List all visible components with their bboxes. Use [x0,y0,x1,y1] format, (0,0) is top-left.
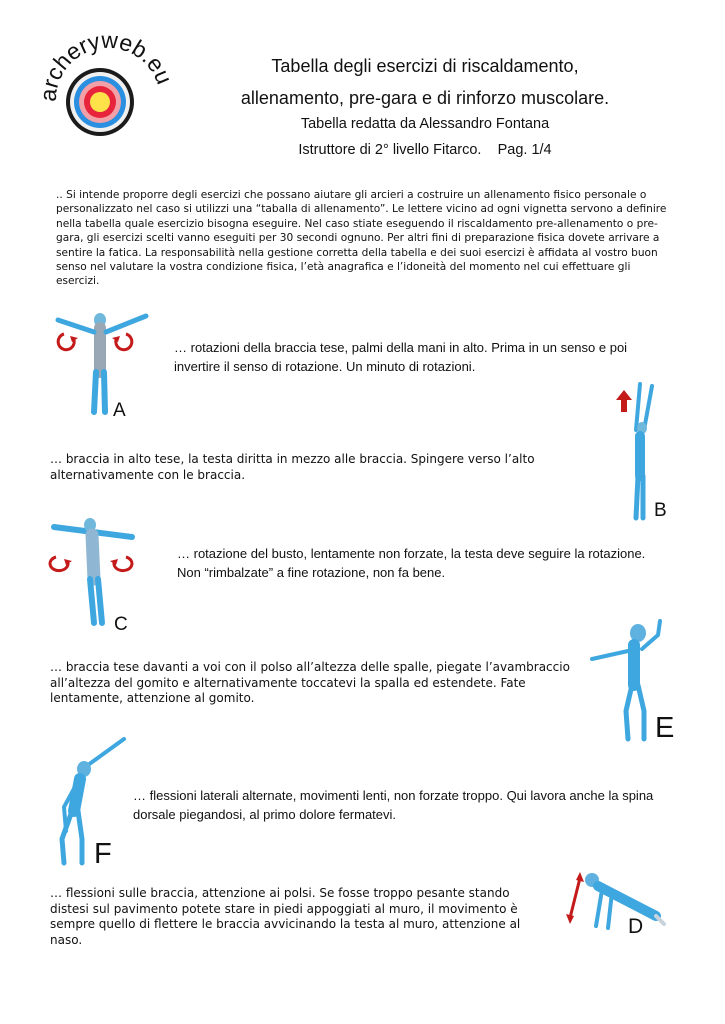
exercise-f-text: … flessioni laterali alternate, movimenti lenti, non forzate troppo. Qui lavora anche la spina dorsale piegandosi, al primo dolore fermatevi. [133,788,654,822]
page-title-line2: allenamento, pre-gara e di rinforzo muscolare. [240,88,610,108]
exercise-a-letter: A [113,400,126,421]
exercise-f-letter: F [94,838,112,870]
exercise-e-letter: E [655,712,675,744]
exercise-d-letter: D [628,915,644,938]
exercise-e-text: … braccia tese davanti a voi con il polso all’altezza delle spalle, piegate l’avambraccio all’altezza del gomito e alternativamente toccatevi la spalla ed estendete. Fate lentamente, attenzione al gomito. [50,660,570,705]
exercise-d-figure [560,866,670,946]
exercise-c-text: … rotazione del busto, lentamente non forzate, la testa deve seguire la rotazione. Non “rimbalzate” a fine rotazione, non fa bene. [177,546,646,580]
exercise-f-figure [48,735,128,870]
author-line: Tabella redatta da Alessandro Fontana [300,116,550,132]
stick-figure-arms-out-icon [50,310,160,425]
exercise-c-letter: C [114,614,128,635]
exercise-d-text: … flessioni sulle braccia, attenzione ai polsi. Se fosse troppo pesante stando distesi sul pavimento potete stare in piedi appoggiati al muro, il movimento è sempre quello di flettere le braccia avvicinando la testa al muro, attenzione al naso. [50,886,521,947]
logo-text: archeryweb.eu [34,26,178,103]
stick-figure-side-bend-icon [48,735,128,870]
exercise-a-figure [50,310,160,425]
exercise-a-text: … rotazioni della braccia tese, palmi della mani in alto. Prima in un senso e poi invertire il senso di rotazione. Un minuto di rotazioni. [174,340,628,374]
stick-figure-pushup-icon [560,866,670,946]
page-title-line1: Tabella degli esercizi di riscaldamento, [271,56,579,76]
role-line [200,142,650,158]
archery-target-icon [34,26,178,150]
page-number: Pag. 1/4 [497,142,552,158]
logo [34,26,178,150]
exercise-b-text: … braccia in alto tese, la testa diritta in mezzo alle braccia. Spingere verso l’alto alternativamente con le braccia. [50,452,535,482]
intro-paragraph: .. Si intende proporre degli esercizi che possano aiutare gli arcieri a costruire un allenamento fisico personale o personalizzato nel caso si utilizzi una “taballa di allenamento”. Le lettere vicino ad ogni vignetta servono a definire nella tabella quale esercizio bisogna eseguire. Nel caso stiate eseguendo il riscaldamento pre-allenamento o pre-gara, gli esercizi scelti vanno eseguiti per 30 secondi ognuno. Per altri fini di preparazione fisica dovete arrivare a sentire la fatica. La responsabilità nella gestione corretta della tabella e dei suoi esercizi è affidata al vostro buon senso nel valutare la vostra condizione fisica, l’età anagrafica e l’idoneità del momento nel cui effettuare gli esercizi. [56,189,667,288]
role-text: Istruttore di 2° livello Fitarco. [298,142,482,158]
exercise-b-letter: B [654,500,667,521]
